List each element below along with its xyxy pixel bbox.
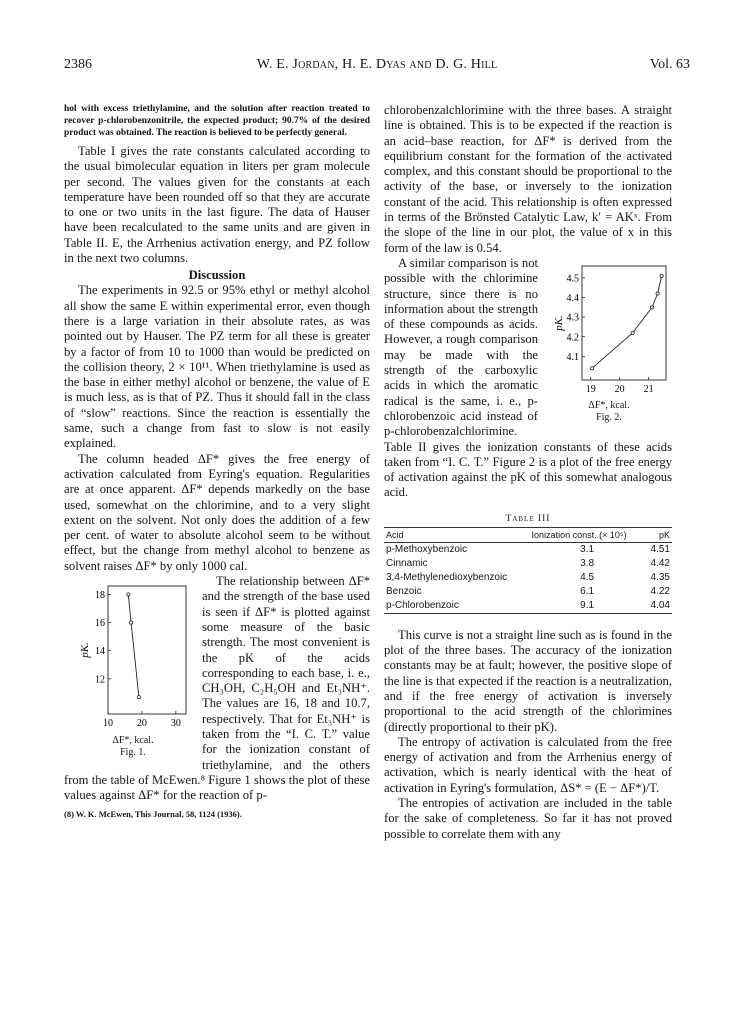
fig1-ylabel: pK. xyxy=(79,642,91,658)
table-header-pk: pK xyxy=(645,527,672,542)
acid-name: Benzoic xyxy=(386,586,422,598)
figure-2-xlabel: ΔF*, kcal. xyxy=(588,399,630,411)
ionization-const: 6.1 xyxy=(580,586,595,598)
table-row xyxy=(384,542,672,557)
figure-1-caption: Fig. 1. xyxy=(120,747,146,759)
figure-2 xyxy=(546,260,672,424)
ionization-const: 3.1 xyxy=(580,544,595,556)
footnote-8: (8) W. K. McEwen, This Journal, 58, 1124 (1936). xyxy=(64,809,242,820)
fig2-data-point xyxy=(591,367,594,370)
paragraph-relationship: The relationship between ΔF* and the strength of the base used is seen if ΔF* is plotted against some measure of the basic strength. The most convenient is the pK of the acids corresponding to each base, i. e., CH₃OH, C₂H₅OH and Et₃NH⁺. The values are 16, 18 and 10.7, respectively. That for Et₃NH⁺ is taken from the “I. C. T.” value for the ionization constant of triethylamine, and the others from the table of McEwen.⁸ Figure 1 shows the plot of these values against ΔF* for the reaction of p- xyxy=(64,574,370,803)
fig1-data-point xyxy=(137,696,140,699)
table-header-ionization: Ionization const. (× 10⁵) xyxy=(530,527,645,542)
fig2-series-line xyxy=(592,276,662,368)
ionization-const: 9.1 xyxy=(530,599,645,614)
fig2-ytick-label: 4.4 xyxy=(566,292,579,304)
pk-value: 4.22 xyxy=(650,586,670,598)
fig1-series-line xyxy=(128,594,139,697)
fig2-ytick-label: 4.2 xyxy=(566,332,579,344)
paragraph-free-energy: The column headed ΔF* gives the free energy of activation calculated from Eyring's equation. Regularities are at once apparent. ΔF* depends markedly on the base used, somewhat on the chlorimine, and to a very slight extent on the solvent. Not only does the addition of a few per cent. of water to absolute alcohol seem to be without effect, but the change from methyl alcohol to benzene as solvent raises ΔF* by only 1000 cal. xyxy=(64,451,370,573)
table-row xyxy=(384,599,672,614)
intro-paragraph: hol with excess triethylamine, and the solution after reaction treated to recover p-chlorobenzonitrile, the expected product; 90.7% of the desired product was obtained. The reaction is believed to be perfectly general. xyxy=(64,104,370,138)
acid-name: p-Chlorobenzoic xyxy=(384,599,530,614)
fig2-data-point xyxy=(650,306,653,309)
fig2-xtick-label: 21 xyxy=(643,383,654,395)
fig1-ytick-label: 18 xyxy=(95,589,105,601)
fig1-xtick-label: 20 xyxy=(136,718,147,730)
table-3-title: Table III xyxy=(505,513,551,524)
pk-value: 4.35 xyxy=(650,572,670,584)
figure-1 xyxy=(74,580,192,759)
paragraph-entropies: The entropies of activation are included in the table for the sake of completeness. So far it has not proved possible to correlate them with any xyxy=(384,795,672,841)
figure-1-xlabel: ΔF*, kcal. xyxy=(112,735,154,747)
section-heading-discussion: Discussion xyxy=(188,268,246,283)
header-authors: W. E. Jordan, H. E. Dyas and D. G. Hill xyxy=(256,57,498,72)
fig2-data-point xyxy=(631,331,634,334)
page-number: 2386 xyxy=(64,57,92,72)
table-row xyxy=(384,557,672,571)
ionization-const: 4.5 xyxy=(580,572,595,584)
right-column xyxy=(384,103,672,842)
fig1-frame xyxy=(108,586,186,714)
paragraph-bronsted: chlorobenzalchlorimine with the three bases. A straight line is obtained. This is to be expected if the reaction is an acid–base reaction, for ΔF* is derived from the equilibrium constant for the formation of the activated complex, and this constant should be proportional to the activity of the base, or inversely to the ionization constant of the acid. This relationship is often expressed in terms of the Brönsted Catalytic Law, k′ = AKˣ. From the slope of the line in our plot, the value of x in this form of the law is 0.54. xyxy=(384,103,672,255)
paragraph-experiments: The experiments in 92.5 or 95% ethyl or methyl alcohol all show the same E within experimental error, even though there is a large variation in their absolute rates, as was pointed out by Hauser. The PZ term for all these is greater by a factor of from 10 to 1000 than would be predicted on the collision theory, 2 × 10¹¹. When triethylamine is used as the base in either methyl alcohol or benzene, the value of E is much less, as is that of PZ. Thus it should fall in the class of “slow” reactions. Since the reaction is essentially the same, such a change from fast to slow is not easily explained. xyxy=(64,283,370,451)
table-row xyxy=(384,571,672,585)
fig2-xtick-label: 20 xyxy=(614,383,625,395)
fig2-frame xyxy=(582,266,666,380)
fig1-ytick-label: 16 xyxy=(95,618,105,630)
paragraph-entropy: The entropy of activation is calculated from the free energy of activation and from the Arrhenius energy of activation, which is nearly identical with the heat of activation in Eyring's formulation, ΔS* = (E − ΔF*)/T. xyxy=(384,734,672,795)
fig2-ytick-label: 4.3 xyxy=(566,312,579,324)
acid-name: Cinnamic xyxy=(386,558,428,570)
fig1-ytick-label: 14 xyxy=(95,646,105,658)
fig1-xtick-label: 30 xyxy=(170,718,181,730)
ionization-const: 3.8 xyxy=(580,558,595,570)
figure-2-plot xyxy=(546,260,672,395)
pk-value: 4.51 xyxy=(650,544,670,556)
left-column xyxy=(64,103,370,820)
table-row xyxy=(384,585,672,599)
pk-value: 4.42 xyxy=(650,558,670,570)
fig2-ytick-label: 4.5 xyxy=(566,273,579,285)
table-header-row xyxy=(384,527,672,542)
fig2-data-point xyxy=(660,274,663,277)
table-header-acid: Acid xyxy=(384,527,530,542)
fig1-data-point xyxy=(127,593,130,596)
fig1-xtick-label: 10 xyxy=(103,718,113,730)
table-3 xyxy=(384,527,672,614)
pk-value: 4.04 xyxy=(645,599,672,614)
paragraph-curve: This curve is not a straight line such as is found in the plot of the three bases. The accuracy of the ionization constants may be at fault; however, the positive slope of the line is that expected if the reaction is a neutralization, and if the free energy of activation is inversely proportional to the acid strength of the chlorimines (directly proportional to their pK). xyxy=(384,627,672,734)
volume-number: Vol. 63 xyxy=(649,57,690,72)
fig1-ytick-label: 12 xyxy=(95,674,105,686)
figure-2-caption: Fig. 2. xyxy=(596,411,622,423)
fig2-ytick-label: 4.1 xyxy=(566,351,579,363)
paragraph-similar-comparison: A similar comparison is not possible with the chlorimine structure, since there is no information about the strength of these compounds as acids. However, a rough comparison may be made with the strength of the carboxylic acids in which the aromatic radical is the same, i. e., p-chlorobenzoic acid instead of p-chlorobenzalchlorimine. Table II gives the ionization constants of these acids taken from “I. C. T.” Figure 2 is a plot of the free energy of activation against the pK of this somewhat analogous acid. xyxy=(384,255,672,500)
running-header xyxy=(64,57,690,79)
fig2-xtick-label: 19 xyxy=(585,383,596,395)
figure-1-plot xyxy=(74,580,192,730)
acid-name: p-Methoxybenzoic xyxy=(386,544,468,556)
fig1-data-point xyxy=(129,621,132,624)
fig2-data-point xyxy=(656,292,659,295)
fig2-ylabel: pK. xyxy=(553,315,565,331)
acid-name: 3,4-Methylenedioxybenzoic xyxy=(386,572,508,584)
paragraph-table1: Table I gives the rate constants calculated according to the usual bimolecular equation in liters per gram molecule per second. The values given for the constants at each temperature have been rounded off so that they are accurate to one or two units in the last figure. The data of Hauser have been recalculated to the same units and are given in Table II. E, the Arrhenius activation energy, and PZ follow in the next two columns. xyxy=(64,144,370,266)
